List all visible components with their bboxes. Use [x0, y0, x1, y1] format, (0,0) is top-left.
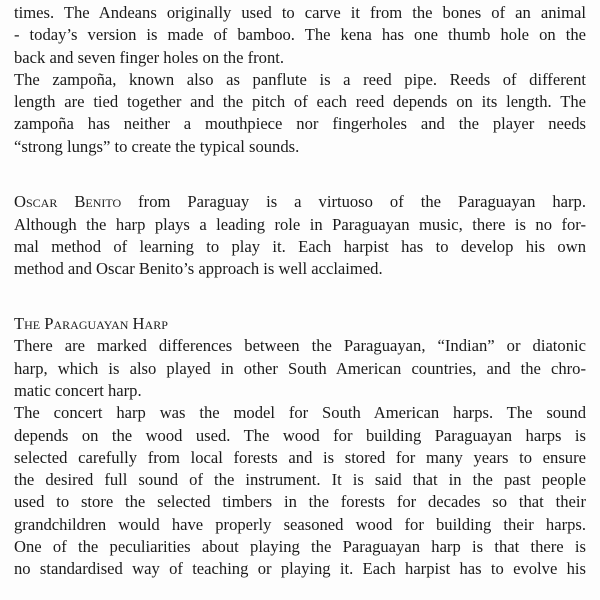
- text-line: matic concert harp.: [14, 381, 142, 400]
- text-line: grandchildren would have properly seasoned wood for building their harps.: [14, 515, 586, 534]
- text-line: The zampoña, known also as panflute is a reed pipe. Reeds of different: [14, 70, 586, 89]
- text-line: “strong lungs” to create the typical sounds.: [14, 137, 300, 156]
- text-line: One of the peculiarities about playing the Paraguayan harp is that there is: [14, 537, 586, 556]
- text-line: length are tied together and the pitch of each reed depends on its length. The: [14, 92, 586, 111]
- text-line: zampoña has neither a mouthpiece nor fingerholes and the player needs: [14, 114, 586, 133]
- text-line: times. The Andeans originally used to carve it from the bones of an animal: [14, 3, 586, 22]
- text-line: back and seven finger holes on the front.: [14, 48, 285, 67]
- text-line: There are marked differences between the Paraguayan, “Indian” or diatonic: [14, 336, 586, 355]
- text-line: [14, 191, 586, 213]
- text-line: The concert harp was the model for South American harps. The sound: [14, 403, 586, 422]
- artist-intro-text: from Paraguay is a virtuoso of the Paraguayan harp.: [121, 192, 586, 211]
- text-line: depends on the wood used. The wood for building Paraguayan harps is: [14, 426, 586, 445]
- text-line: method and Oscar Benito’s approach is well acclaimed.: [14, 259, 383, 278]
- text-line: mal method of learning to play it. Each harpist has to develop his own: [14, 237, 586, 256]
- text-line: used to store the selected timbers in the forests for decades so that their: [14, 492, 586, 511]
- text-line: harp, which is also played in other South American countries, and the chro-: [14, 359, 586, 378]
- text-line: no standardised way of teaching or playing it. Each harpist has to evolve his: [14, 559, 586, 578]
- section-heading: The Paraguayan Harp: [14, 314, 168, 333]
- text-line: - today’s version is made of bamboo. The kena has one thumb hole on the: [14, 25, 586, 44]
- text-line: Although the harp plays a leading role in Paraguayan music, there is no for-: [14, 215, 586, 234]
- artist-name: Oscar Benito: [14, 192, 122, 211]
- text-line: selected carefully from local forests and is stored for many years to ensure: [14, 448, 586, 467]
- text-line: the desired full sound of the instrument. It is said that in the past people: [14, 470, 586, 489]
